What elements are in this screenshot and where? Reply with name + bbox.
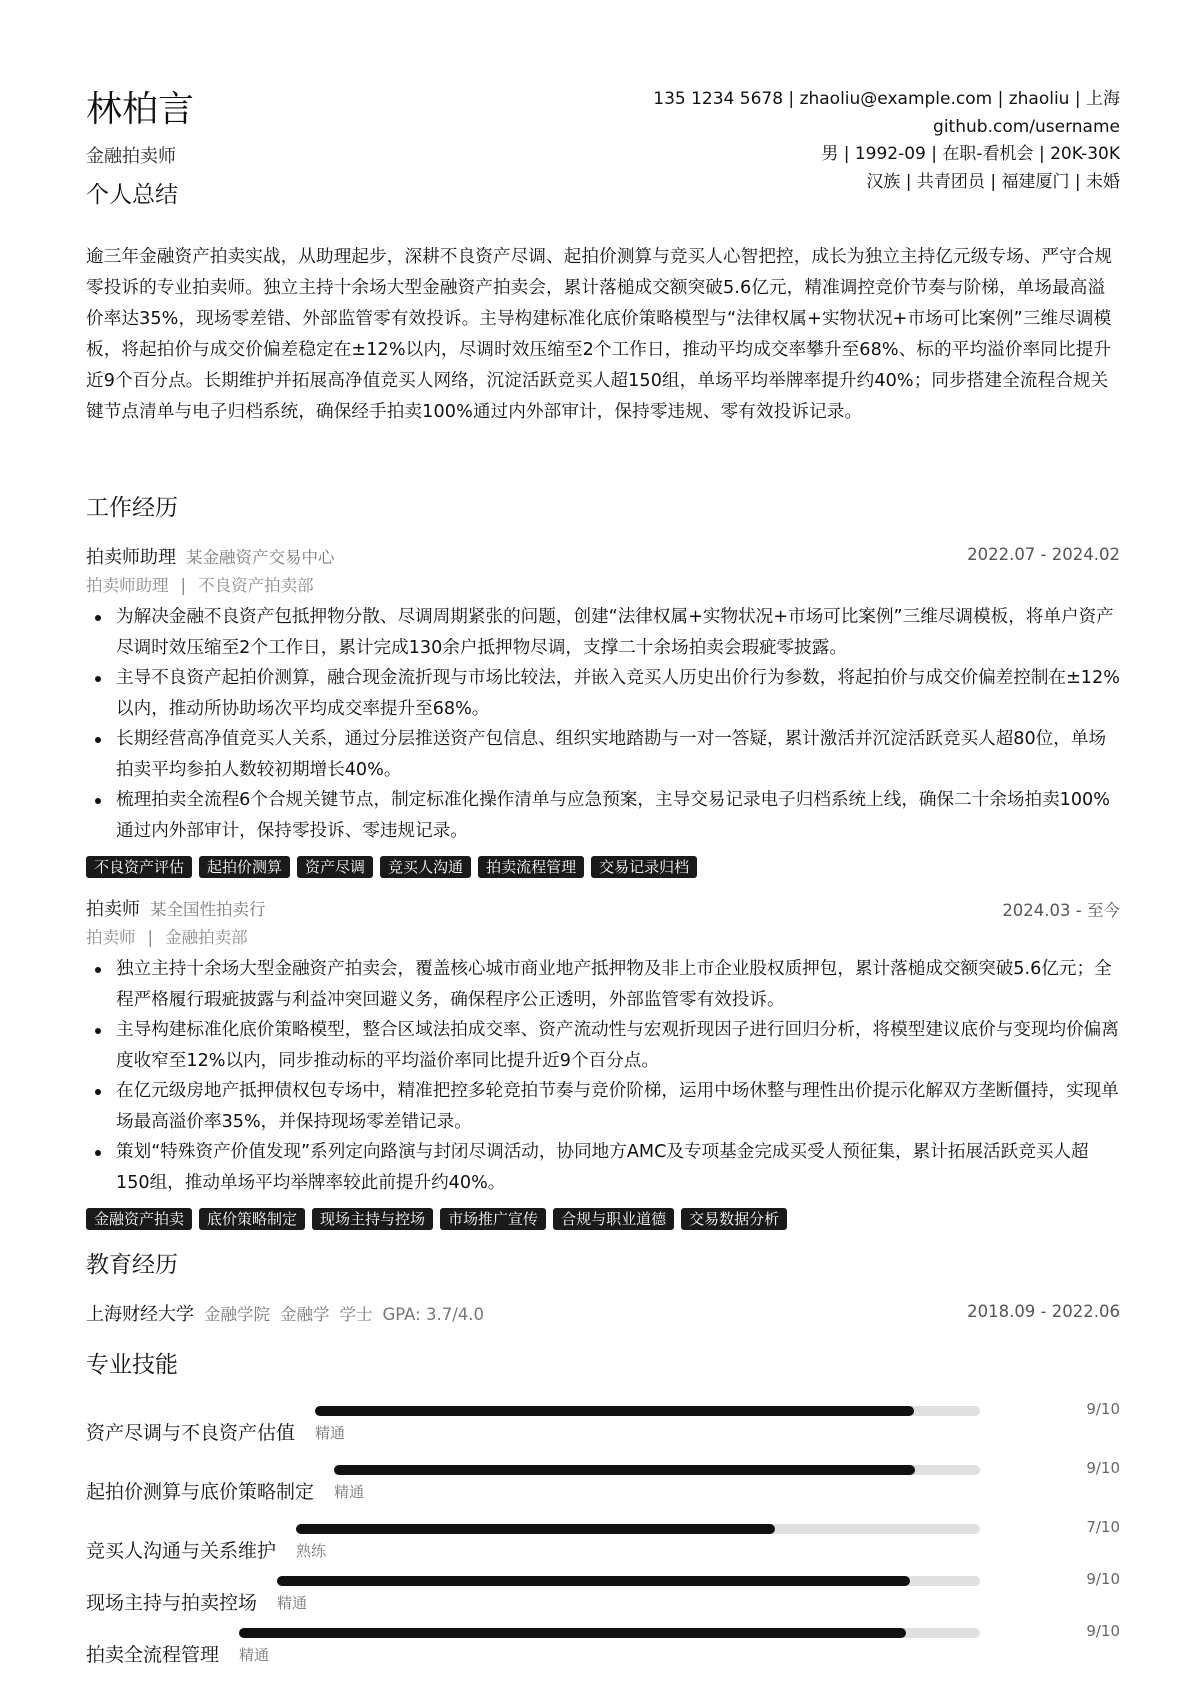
job-bullet: 策划“特殊资产价值发现”系列定向路演与封闭尽调活动，协同地方AMC及专项基金完成买受人预征集，累计拓展活跃竞买人超150组，推动单场平均举牌率较此前提升约40%。 bbox=[116, 1137, 1120, 1198]
education-section-title: 教育经历 bbox=[86, 1252, 178, 1278]
job-bullet: 梳理拍卖全流程6个合规关键节点，制定标准化操作清单与应急预案，主导交易记录电子归档系统上线，确保二十余场拍卖100%通过内外部审计，保持零投诉、零违规记录。 bbox=[116, 785, 1120, 846]
skill-name: 竞买人沟通与关系维护 bbox=[86, 1540, 277, 1562]
job-bullets bbox=[86, 602, 1120, 846]
job-company: 某金融资产交易中心 bbox=[186, 548, 335, 567]
skill-tag: 交易记录归档 bbox=[591, 856, 697, 878]
job-title: 拍卖师 bbox=[86, 899, 140, 920]
major: 金融学 bbox=[280, 1305, 330, 1324]
job-position: 拍卖师助理 bbox=[86, 576, 169, 595]
skill-bar bbox=[277, 1576, 980, 1586]
skill-name: 资产尽调与不良资产估值 bbox=[86, 1422, 296, 1444]
job-date: 2022.07 - 2024.02 bbox=[967, 545, 1120, 564]
skill-tag: 竞买人沟通 bbox=[380, 856, 471, 878]
skill-score: 9/10 bbox=[1086, 1570, 1120, 1588]
skill-tag: 拍卖流程管理 bbox=[478, 856, 584, 878]
job-date: 2024.03 - 至今 bbox=[1002, 901, 1120, 920]
contact-info bbox=[653, 86, 1120, 196]
skill-bar-fill bbox=[296, 1524, 775, 1534]
education-date: 2018.09 - 2022.06 bbox=[967, 1302, 1120, 1321]
job-header bbox=[86, 543, 1120, 569]
skill-row bbox=[86, 1622, 1120, 1682]
skill-level: 精通 bbox=[315, 1424, 346, 1442]
skill-score: 9/10 bbox=[1086, 1622, 1120, 1640]
skill-bar bbox=[334, 1465, 980, 1475]
skill-bar-fill bbox=[239, 1628, 906, 1638]
job-department: 不良资产拍卖部 bbox=[198, 576, 314, 595]
skill-score: 9/10 bbox=[1086, 1459, 1120, 1477]
contact-line-phone-email: 135 1234 5678 | zhaoliu@example.com | zhaoliu | 上海 bbox=[653, 89, 1120, 109]
job-title: 拍卖师助理 bbox=[86, 547, 176, 568]
job-bullet: 长期经营高净值竞买人关系，通过分层推送资产包信息、组织实地踏勘与一对一答疑，累计激活并沉淀活跃竞买人超80位，单场拍卖平均参拍人数较初期增长40%。 bbox=[116, 724, 1120, 785]
school-name: 上海财经大学 bbox=[86, 1304, 194, 1325]
summary-text: 逾三年金融资产拍卖实战，从助理起步，深耕不良资产尽调、起拍价测算与竞买人心智把控，成长为独立主持亿元级专场、严守合规零投诉的专业拍卖师。独立主持十余场大型金融资产拍卖会，累计落槌成交额突破5.6亿元，精准调控竞价节奏与阶梯，单场最高溢价率达35%，现场零差错、外部监管零有效投诉。主导构建标准化底价策略模型与“法律权属+实物状况+市场可比案例”三维尽调模板，将起拍价与成交价偏差稳定在±12%以内，尽调时效压缩至2个工作日，推动平均成交率攀升至68%、标的平均溢价率同比提升近9个百分点。长期维护并拓展高净值竞买人网络，沉淀活跃竞买人超150组，单场平均举牌率提升约40%；同步搭建全流程合规关键节点清单与电子归档系统，确保经手拍卖100%通过内外部审计，保持零违规、零有效投诉记录。 bbox=[86, 247, 1113, 422]
skill-bar-fill bbox=[277, 1576, 910, 1586]
skill-name: 起拍价测算与底价策略制定 bbox=[86, 1481, 315, 1503]
job-bullet: 独立主持十余场大型金融资产拍卖会，覆盖核心城市商业地产抵押物及非上市企业股权质押包，累计落槌成交额突破5.6亿元；全程严格履行瑕疵披露与利益冲突回避义务，确保程序公正透明，外部监管零有效投诉。 bbox=[116, 954, 1120, 1015]
skill-bar bbox=[296, 1524, 980, 1534]
contact-line-github[interactable]: github.com/username bbox=[933, 116, 1120, 137]
job-subtitle bbox=[86, 924, 248, 948]
job-department: 金融拍卖部 bbox=[165, 928, 248, 947]
skill-level: 精通 bbox=[277, 1594, 308, 1612]
skill-tag: 现场主持与控场 bbox=[312, 1208, 433, 1230]
contact-line-personal: 男 | 1992-09 | 在职-看机会 | 20K-30K bbox=[821, 144, 1120, 164]
skill-row bbox=[86, 1400, 1120, 1460]
skill-row bbox=[86, 1459, 1120, 1519]
skill-name: 现场主持与拍卖控场 bbox=[86, 1592, 258, 1614]
college: 金融学院 bbox=[204, 1305, 270, 1324]
job-bullet: 为解决金融不良资产包抵押物分散、尽调周期紧张的问题，创建“法律权属+实物状况+市场可比案例”三维尽调模板，将单户资产尽调时效压缩至2个工作日，累计完成130余户抵押物尽调，支撑二十余场拍卖会瑕疵零披露。 bbox=[116, 602, 1120, 663]
skill-tag: 市场推广宣传 bbox=[440, 1208, 546, 1230]
skill-bar bbox=[239, 1628, 980, 1638]
candidate-name: 林柏言 bbox=[86, 89, 195, 130]
skill-score: 7/10 bbox=[1086, 1518, 1120, 1536]
skill-tag: 不良资产评估 bbox=[86, 856, 192, 878]
skill-level: 熟练 bbox=[296, 1542, 327, 1560]
candidate-role: 金融拍卖师 bbox=[86, 146, 176, 167]
skill-score: 9/10 bbox=[1086, 1400, 1120, 1418]
education-meta bbox=[204, 1305, 494, 1324]
degree: 学士 bbox=[339, 1305, 373, 1324]
skill-bar-fill bbox=[334, 1465, 915, 1475]
skill-bar-fill bbox=[315, 1406, 914, 1416]
job-subtitle bbox=[86, 572, 314, 596]
skill-tag: 交易数据分析 bbox=[681, 1208, 787, 1230]
work-section-title: 工作经历 bbox=[86, 495, 178, 521]
skill-tag: 金融资产拍卖 bbox=[86, 1208, 192, 1230]
skill-tag: 合规与职业道德 bbox=[553, 1208, 674, 1230]
job-bullets bbox=[86, 954, 1120, 1198]
job-bullet: 主导构建标准化底价策略模型，整合区域法拍成交率、资产流动性与宏观折现因子进行回归分析，将模型建议底价与变现均价偏离度收窄至12%以内，同步推动标的平均溢价率同比提升近9个百分点。 bbox=[116, 1015, 1120, 1076]
gpa: GPA: 3.7/4.0 bbox=[382, 1305, 485, 1324]
skills-section-title: 专业技能 bbox=[86, 1352, 178, 1378]
skill-name: 拍卖全流程管理 bbox=[86, 1644, 220, 1666]
divider: | bbox=[180, 576, 187, 595]
job-bullet: 在亿元级房地产抵押债权包专场中，精准把控多轮竞拍节奏与竞价阶梯，运用中场休整与理性出价提示化解双方垄断僵持，实现单场最高溢价率35%，并保持现场零差错记录。 bbox=[116, 1076, 1120, 1137]
contact-line-background: 汉族 | 共青团员 | 福建厦门 | 未婚 bbox=[866, 171, 1120, 192]
summary-section-title: 个人总结 bbox=[86, 182, 178, 208]
skill-row bbox=[86, 1570, 1120, 1630]
job-company: 某全国性拍卖行 bbox=[150, 900, 266, 919]
job-tags bbox=[86, 856, 697, 878]
skill-tag: 底价策略制定 bbox=[199, 1208, 305, 1230]
job-bullet: 主导不良资产起拍价测算，融合现金流折现与市场比较法，并嵌入竞买人历史出价行为参数，将起拍价与成交价偏差控制在±12%以内，推动所协助场次平均成交率提升至68%。 bbox=[116, 663, 1120, 724]
skill-tag: 起拍价测算 bbox=[199, 856, 290, 878]
skill-tag: 资产尽调 bbox=[297, 856, 373, 878]
divider: | bbox=[147, 928, 154, 947]
skill-bar bbox=[315, 1406, 980, 1416]
skill-level: 精通 bbox=[239, 1646, 270, 1664]
education-entry bbox=[86, 1300, 1120, 1328]
job-position: 拍卖师 bbox=[86, 928, 136, 947]
skill-row bbox=[86, 1518, 1120, 1578]
skill-level: 精通 bbox=[334, 1483, 365, 1501]
job-header bbox=[86, 895, 1120, 921]
job-tags bbox=[86, 1208, 787, 1230]
